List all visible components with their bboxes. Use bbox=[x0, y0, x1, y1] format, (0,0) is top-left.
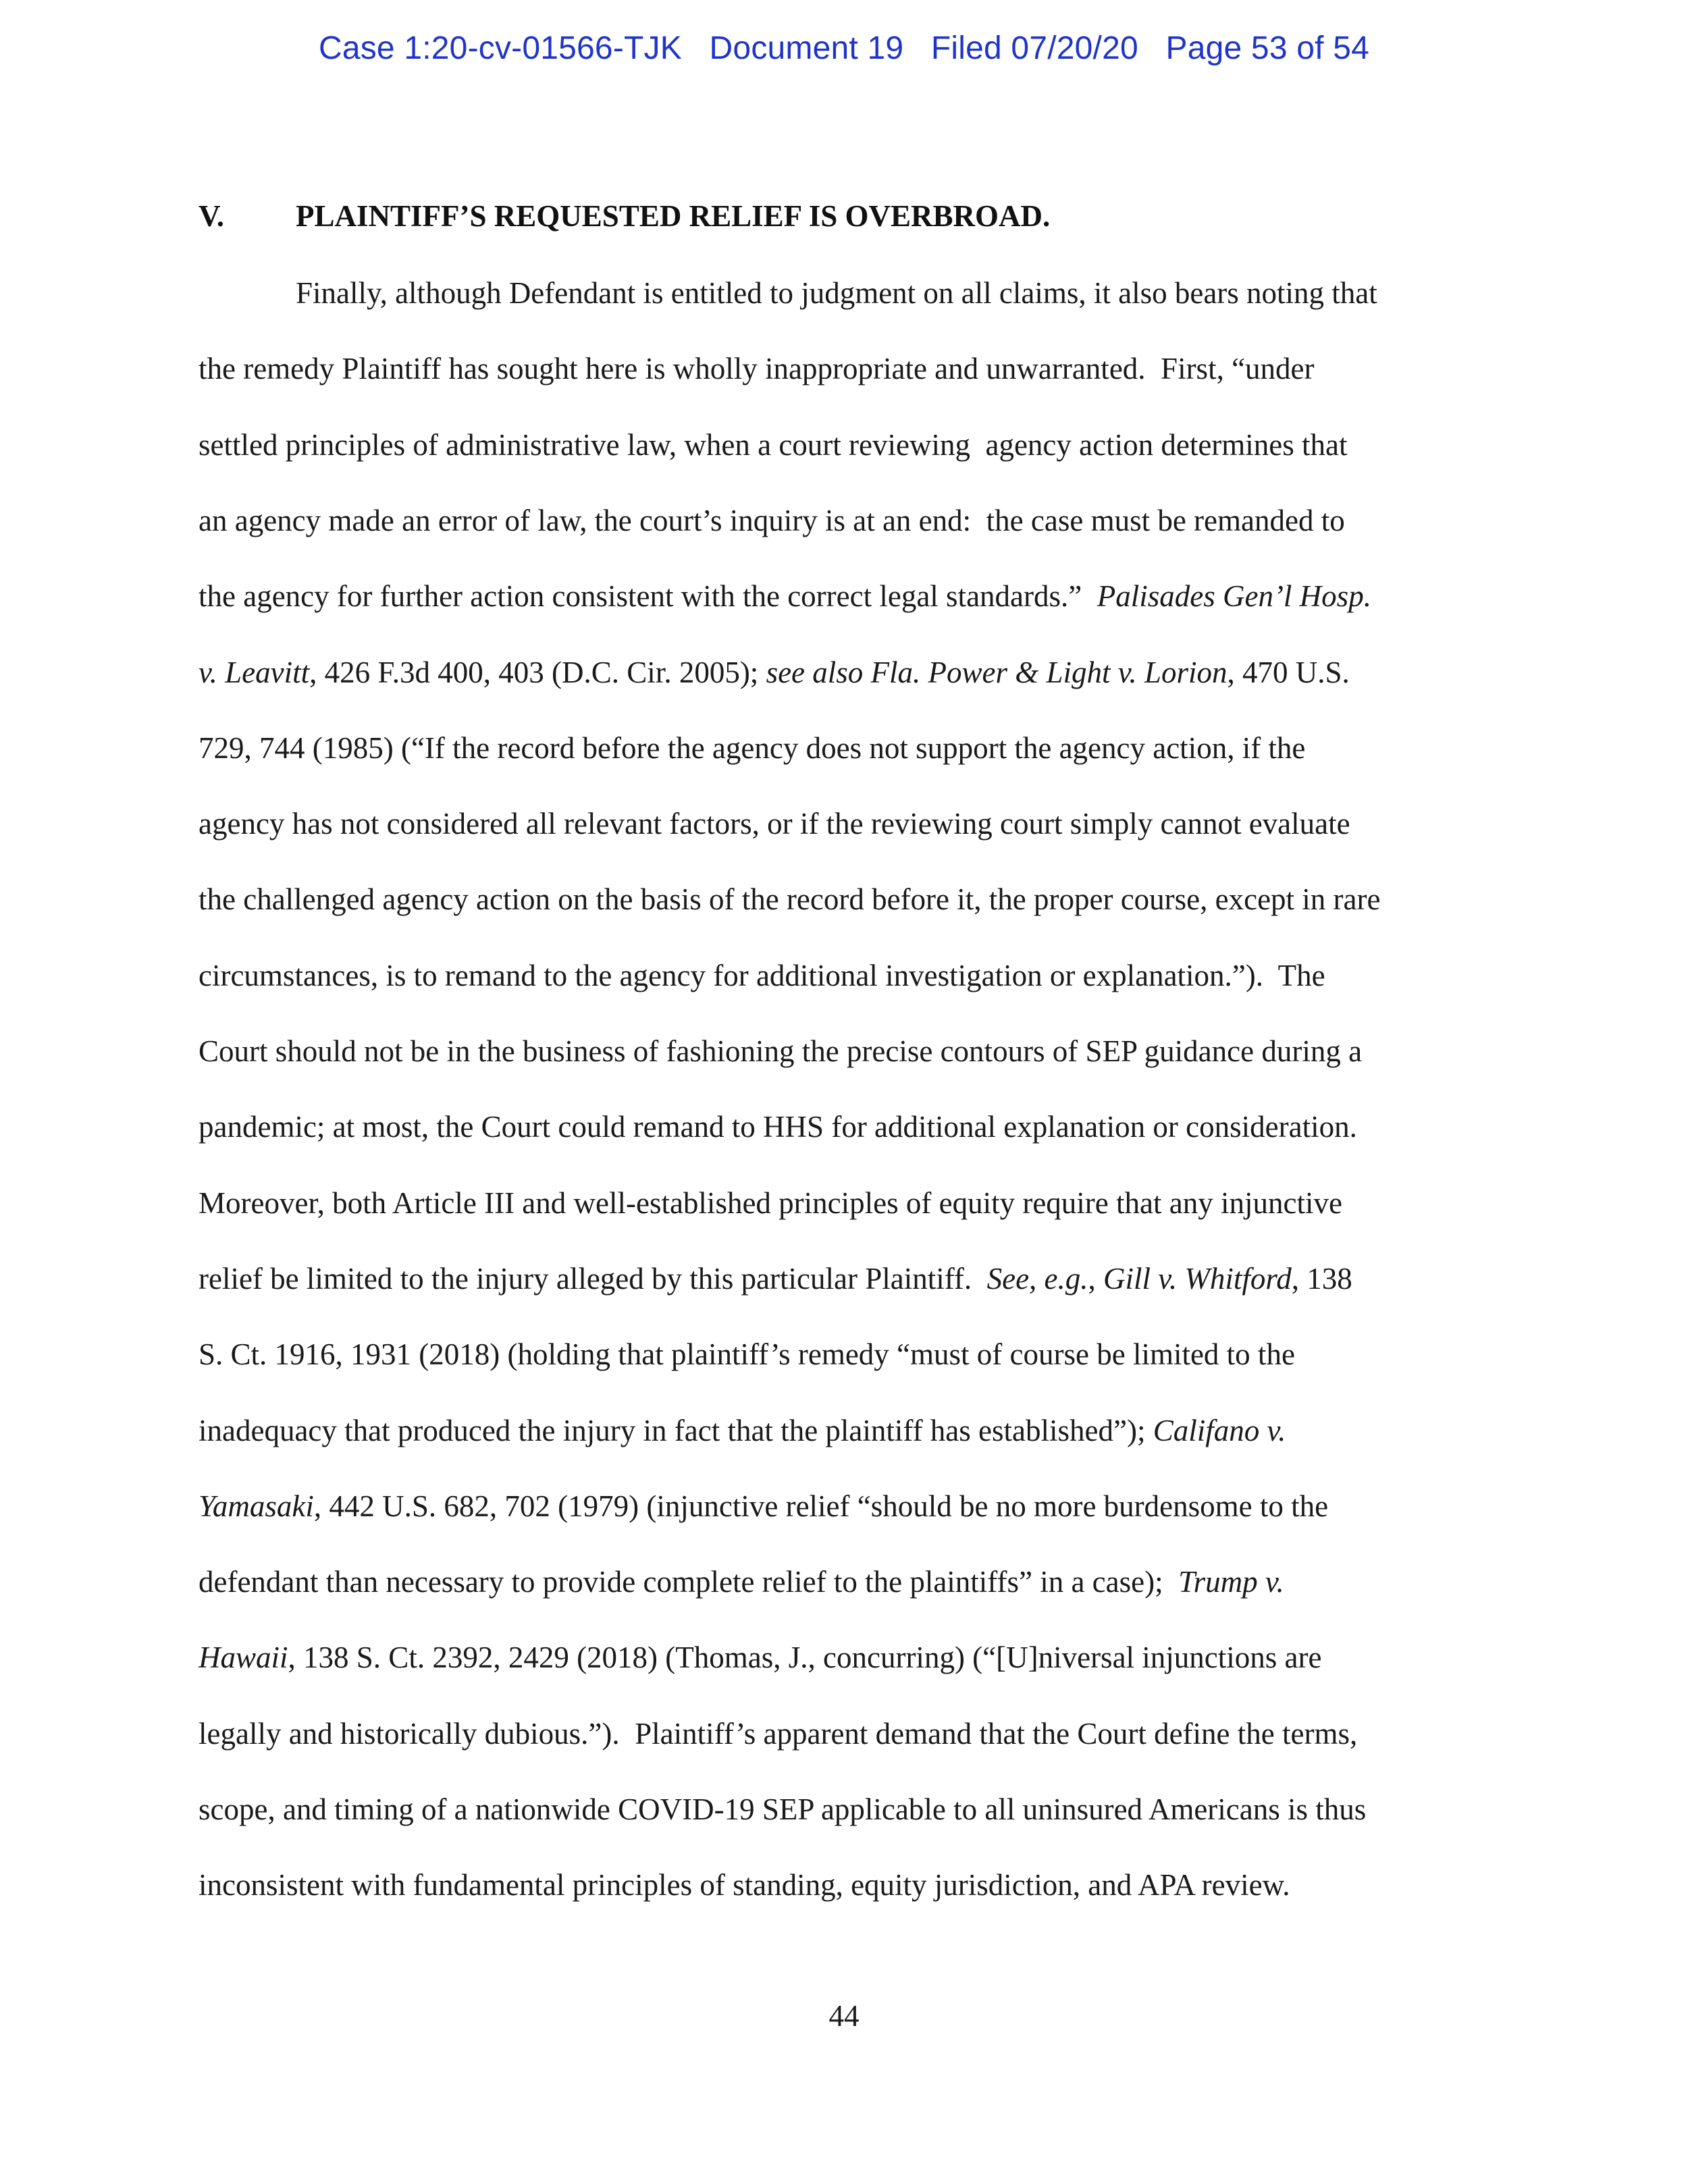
text-run: defendant than necessary to provide complete relief to the plaintiffs” in a case); bbox=[199, 1565, 1179, 1599]
text-run: the agency for further action consistent with the correct legal standards.” bbox=[199, 579, 1097, 613]
text-run: inconsistent with fundamental principles of standing, equity jurisdiction, and APA review. bbox=[199, 1868, 1290, 1902]
text-run: , 138 bbox=[1291, 1262, 1352, 1296]
body-line bbox=[199, 655, 1350, 690]
ecf-header-stamp: Case 1:20-cv-01566-TJK Document 19 Filed 07/20/20 Page 53 of 54 bbox=[318, 30, 1370, 66]
text-run: the challenged agency action on the basis of the record before it, the proper course, except in rare bbox=[199, 882, 1381, 916]
text-run: settled principles of administrative law, when a court reviewing agency action determines that bbox=[199, 428, 1348, 462]
text-run: Court should not be in the business of fashioning the precise contours of SEP guidance during a bbox=[199, 1034, 1363, 1068]
page-number: 44 bbox=[828, 1999, 860, 2033]
body-line bbox=[199, 730, 1305, 766]
body-line bbox=[199, 1413, 1286, 1448]
text-run: agency has not considered all relevant factors, or if the reviewing court simply cannot evaluate bbox=[199, 807, 1350, 841]
citation-italic: Califano v. bbox=[1153, 1414, 1286, 1447]
citation-italic: Palisades Gen’l Hosp. bbox=[1097, 579, 1371, 613]
citation-italic: See, e.g. bbox=[986, 1262, 1088, 1296]
text-run: inadequacy that produced the injury in fact that the plaintiff has established”); bbox=[199, 1414, 1153, 1447]
section-number: V. bbox=[199, 199, 224, 233]
citation-italic: see also Fla. Power & Light v. Lorion bbox=[766, 656, 1228, 689]
citation-italic: Gill v. Whitford bbox=[1103, 1262, 1292, 1296]
body-line bbox=[199, 503, 1345, 538]
body-line bbox=[199, 1489, 1328, 1524]
body-line bbox=[199, 1716, 1357, 1751]
text-run: an agency made an error of law, the court’s inquiry is at an end: the case must be remanded to bbox=[199, 504, 1345, 537]
body-line bbox=[199, 1867, 1290, 1902]
section-heading bbox=[199, 198, 1050, 234]
body-line bbox=[199, 1792, 1366, 1827]
body-line bbox=[199, 1640, 1321, 1675]
body-line bbox=[199, 1337, 1295, 1372]
body-line bbox=[199, 351, 1315, 386]
citation-italic: Hawaii bbox=[199, 1641, 288, 1674]
text-run: , 470 U.S. bbox=[1227, 656, 1350, 689]
body-line bbox=[199, 1034, 1362, 1069]
text-run: scope, and timing of a nationwide COVID-19 SEP applicable to all uninsured Americans is thus bbox=[199, 1792, 1367, 1826]
body-line bbox=[199, 806, 1350, 841]
text-run: pandemic; at most, the Court could remand to HHS for additional explanation or consideration. bbox=[199, 1110, 1357, 1144]
text-run: , 442 U.S. 682, 702 (1979) (injunctive relief “should be no more burdensome to the bbox=[313, 1489, 1329, 1523]
body-line bbox=[199, 1186, 1342, 1221]
body-line bbox=[199, 882, 1380, 917]
text-run: 729, 744 (1985) (“If the record before the agency does not support the agency action, if the bbox=[199, 731, 1306, 765]
citation-italic: Trump v. bbox=[1178, 1565, 1284, 1599]
text-run: S. Ct. 1916, 1931 (2018) (holding that plaintiff’s remedy “must of course be limited to the bbox=[199, 1337, 1295, 1371]
body-line bbox=[199, 427, 1348, 462]
citation-italic: v. Leavitt bbox=[199, 656, 310, 689]
body-line bbox=[199, 1109, 1357, 1144]
text-run: relief be limited to the injury alleged by this particular Plaintiff. bbox=[199, 1262, 987, 1296]
text-run: the remedy Plaintiff has sought here is wholly inappropriate and unwarranted. First, “under bbox=[199, 352, 1315, 385]
body-line bbox=[199, 958, 1325, 993]
text-run: , bbox=[1088, 1262, 1104, 1296]
section-title: PLAINTIFF’S REQUESTED RELIEF IS OVERBROAD. bbox=[296, 199, 1051, 233]
body-line bbox=[199, 1564, 1284, 1599]
body-line bbox=[296, 275, 1377, 311]
text-run: Finally, although Defendant is entitled to judgment on all claims, it also bears noting that bbox=[296, 276, 1377, 310]
body-line bbox=[199, 579, 1371, 614]
text-run: legally and historically dubious.”). Plaintiff’s apparent demand that the Court define the terms, bbox=[199, 1717, 1358, 1751]
text-run: circumstances, is to remand to the agency for additional investigation or explanation.”). The bbox=[199, 959, 1325, 992]
citation-italic: Yamasaki bbox=[199, 1489, 314, 1523]
text-run: Moreover, both Article III and well-established principles of equity require that any injunctive bbox=[199, 1186, 1342, 1220]
text-run: , 138 S. Ct. 2392, 2429 (2018) (Thomas, J., concurring) (“[U]niversal injunctions are bbox=[288, 1641, 1322, 1674]
text-run: , 426 F.3d 400, 403 (D.C. Cir. 2005); bbox=[309, 656, 766, 689]
body-line bbox=[199, 1261, 1352, 1296]
